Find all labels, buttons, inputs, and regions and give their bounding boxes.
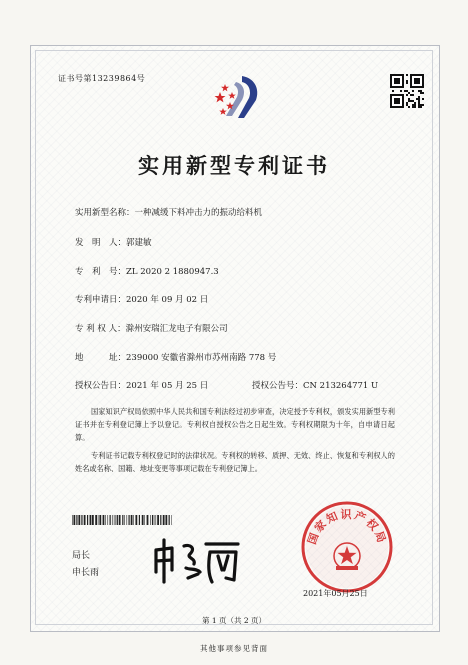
field-label: 实用新型名称：	[75, 208, 135, 218]
field-value: 2021 年 05 月 25 日	[126, 381, 209, 391]
field-patent-no	[75, 265, 219, 277]
seal-date: 2021年05月25日	[303, 589, 368, 598]
back-note: 其他事项参见背面	[200, 644, 268, 653]
field-label: 地 址：	[75, 353, 127, 363]
field-value: 一种减缓下料冲击力的振动给料机	[134, 208, 263, 218]
field-value: 2020 年 09 月 02 日	[126, 295, 209, 305]
bureau-director-name: 申长雨	[72, 568, 100, 578]
certificate-title: 实用新型专利证书	[138, 153, 330, 178]
field-owner	[75, 322, 228, 334]
field-value: ZL 2020 2 1880947.3	[126, 267, 219, 277]
director-signature-icon	[150, 534, 242, 586]
field-label: 专 利 号：	[75, 267, 127, 277]
official-seal-icon	[300, 500, 394, 594]
cnipa-emblem-icon	[212, 72, 268, 122]
field-value: CN 213264771 U	[303, 381, 379, 391]
seal-text: 国家知识产权局	[305, 508, 389, 547]
grant-statement-paragraph: 国家知识产权局依照中华人民共和国专利法经过初步审查，决定授予专利权，颁发实用新型专利证书并在专利登记簿上予以登记。专利权自授权公告之日起生效。专利权期限为十年，自申请日起算。	[75, 407, 395, 442]
field-utility-name	[75, 206, 262, 218]
field-label: 授权公告号：	[252, 381, 304, 391]
field-label: 授权公告日：	[75, 381, 127, 391]
field-label: 专 利 权 人：	[75, 324, 126, 334]
field-filing-date	[75, 293, 208, 305]
field-value: 郭建敏	[126, 238, 152, 248]
bureau-title: 局长	[72, 551, 91, 561]
page-number: 第 1 页（共 2 页）	[201, 616, 267, 625]
field-grant-no	[252, 379, 378, 391]
barcode-icon	[72, 515, 172, 525]
legal-status-paragraph: 专利证书记载专利权登记时的法律状况。专利权的转移、质押、无效、终止、恢复和专利权人的姓名或名称、国籍、地址变更等事项记载在专利登记簿上。	[75, 451, 395, 473]
field-address	[75, 351, 276, 363]
field-label: 专利申请日：	[75, 295, 127, 305]
field-label: 发 明 人：	[75, 238, 127, 248]
field-inventor	[75, 236, 152, 248]
certificate-number: 证书号第13239864号	[58, 74, 146, 83]
qr-code-icon	[390, 74, 424, 108]
field-value: 239000 安徽省滁州市苏州南路 778 号	[126, 353, 277, 363]
field-grant-date	[75, 379, 208, 391]
field-value: 滁州安瑞汇龙电子有限公司	[125, 324, 228, 334]
